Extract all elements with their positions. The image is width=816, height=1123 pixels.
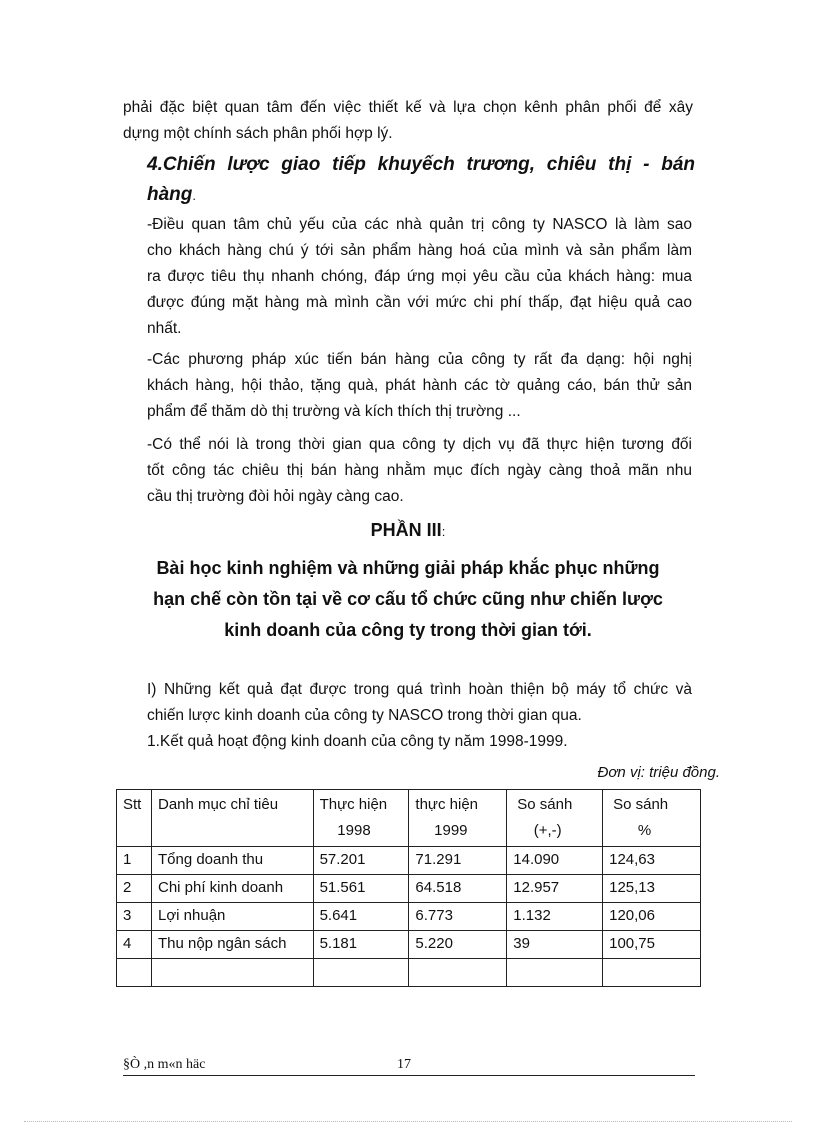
table-cell (507, 959, 603, 987)
header-text: 1998 (337, 822, 371, 839)
table-header-row (117, 790, 701, 847)
table-cell (409, 959, 507, 987)
text-line: chiến lược kinh doanh của công ty NASCO trong thời gian qua. (147, 707, 582, 724)
results-intro (147, 677, 692, 755)
header-cell (603, 790, 701, 847)
heading-line (147, 184, 196, 205)
page-footer (123, 1057, 695, 1076)
text-line: nhất. (147, 320, 182, 337)
section-4-paragraph-1 (147, 212, 692, 342)
table-cell (603, 959, 701, 987)
part-label-suffix: : (441, 524, 446, 539)
header-text: % (637, 822, 652, 839)
table-cell: 12.957 (507, 875, 603, 903)
table-cell: 14.090 (507, 847, 603, 875)
text-line: tốt công tác chiêu thị bán hàng nhằm mục đích ngày càng thoả mãn nhu (147, 462, 692, 479)
table-cell: 64.518 (409, 875, 507, 903)
table-cell (151, 959, 313, 987)
table-cell: Thu nộp ngân sách (151, 931, 313, 959)
header-cell (409, 790, 507, 847)
text-line: cho khách hàng chú ý tới sản phẩm hàng hoá của mình và sản phẩm làm (147, 242, 692, 259)
table-cell: 39 (507, 931, 603, 959)
table-cell: 3 (117, 903, 152, 931)
page-edge-divider (24, 1121, 792, 1122)
table-cell: 4 (117, 931, 152, 959)
heading-suffix: . (192, 188, 197, 203)
part-3-label (0, 520, 816, 541)
section-4-paragraph-3 (147, 432, 692, 510)
table-cell: 6.773 (409, 903, 507, 931)
table-row (117, 959, 701, 987)
intro-paragraph (123, 95, 693, 147)
header-text: Stt (123, 796, 142, 813)
text-line: -Có thể nói là trong thời gian qua công ty dịch vụ đã thực hiện tương đối (147, 436, 692, 453)
table-cell: 51.561 (313, 875, 409, 903)
table-cell: 100,75 (603, 931, 701, 959)
table-cell: 2 (117, 875, 152, 903)
table-cell: Chi phí kinh doanh (151, 875, 313, 903)
title-line: Bài học kinh nghiệm và những giải pháp khắc phục những (156, 558, 660, 578)
table-cell: 1.132 (507, 903, 603, 931)
title-line: hạn chế còn tồn tại về cơ cấu tổ chức cũng như chiến lược (153, 589, 663, 609)
header-text: So sánh (517, 796, 573, 813)
table-cell: 124,63 (603, 847, 701, 875)
text-line: khách hàng, hội thảo, tặng quà, phát hành các tờ quảng cáo, bán thử sản (147, 377, 692, 394)
table-cell: 5.641 (313, 903, 409, 931)
header-text: Thực hiện (319, 796, 388, 813)
header-cell (313, 790, 409, 847)
header-text: So sánh (613, 796, 669, 813)
table-cell: 57.201 (313, 847, 409, 875)
table-cell (117, 959, 152, 987)
part-3-title (100, 553, 716, 646)
business-results-table (116, 789, 701, 987)
table-cell: Lợi nhuận (151, 903, 313, 931)
table-cell: 120,06 (603, 903, 701, 931)
text-line: phẩm để thăm dò thị trường và kích thích thị trường ... (147, 403, 521, 420)
table-cell: 71.291 (409, 847, 507, 875)
table-cell: 5.220 (409, 931, 507, 959)
heading-line-text: hàng (147, 184, 193, 205)
table-cell: 1 (117, 847, 152, 875)
title-line: kinh doanh của công ty trong thời gian tới. (224, 620, 592, 640)
table-cell: 5.181 (313, 931, 409, 959)
table-row (117, 903, 701, 931)
heading-line: 4.Chiến lược giao tiếp khuyếch trương, chiêu thị - bán (147, 154, 695, 175)
part-label-text: PHẦN III (370, 520, 442, 540)
footer-label: §Ò ,n m«n häc (123, 1057, 206, 1072)
header-text: (+,-) (533, 822, 562, 839)
table-row (117, 875, 701, 903)
table-cell (313, 959, 409, 987)
text-line: I) Những kết quả đạt được trong quá trình hoàn thiện bộ máy tổ chức và (147, 681, 692, 698)
header-text: thực hiện (415, 796, 478, 813)
header-text: Danh mục chỉ tiêu (157, 796, 279, 813)
header-cell (151, 790, 313, 847)
text-line: dựng một chính sách phân phối hợp lý. (123, 125, 393, 142)
table-cell: Tổng doanh thu (151, 847, 313, 875)
table-row (117, 931, 701, 959)
text-line: phải đặc biệt quan tâm đến việc thiết kế và lựa chọn kênh phân phối để xây (123, 99, 693, 116)
unit-note: Đơn vị: triệu đồng. (597, 764, 720, 781)
section-4-heading (147, 150, 695, 211)
text-line: ra được tiêu thụ nhanh chóng, đáp ứng mọi yêu cầu của khách hàng: mua (147, 268, 692, 285)
table-cell: 125,13 (603, 875, 701, 903)
text-line: 1.Kết quả hoạt động kinh doanh của công ty năm 1998-1999. (147, 733, 568, 750)
text-line: -Điều quan tâm chủ yếu của các nhà quản trị công ty NASCO là làm sao (147, 216, 692, 233)
text-line: -Các phương pháp xúc tiến bán hàng của công ty rất đa dạng: hội nghị (147, 351, 692, 368)
page-number: 17 (397, 1057, 411, 1072)
table-row (117, 847, 701, 875)
header-cell (507, 790, 603, 847)
header-cell (117, 790, 152, 847)
section-4-paragraph-2 (147, 347, 692, 425)
text-line: cầu thị trường đòi hỏi ngày càng cao. (147, 488, 404, 505)
header-text: 1999 (434, 822, 468, 839)
text-line: được đúng mặt hàng mà mình cần với mức chi phí thấp, đạt hiệu quả cao (147, 294, 692, 311)
